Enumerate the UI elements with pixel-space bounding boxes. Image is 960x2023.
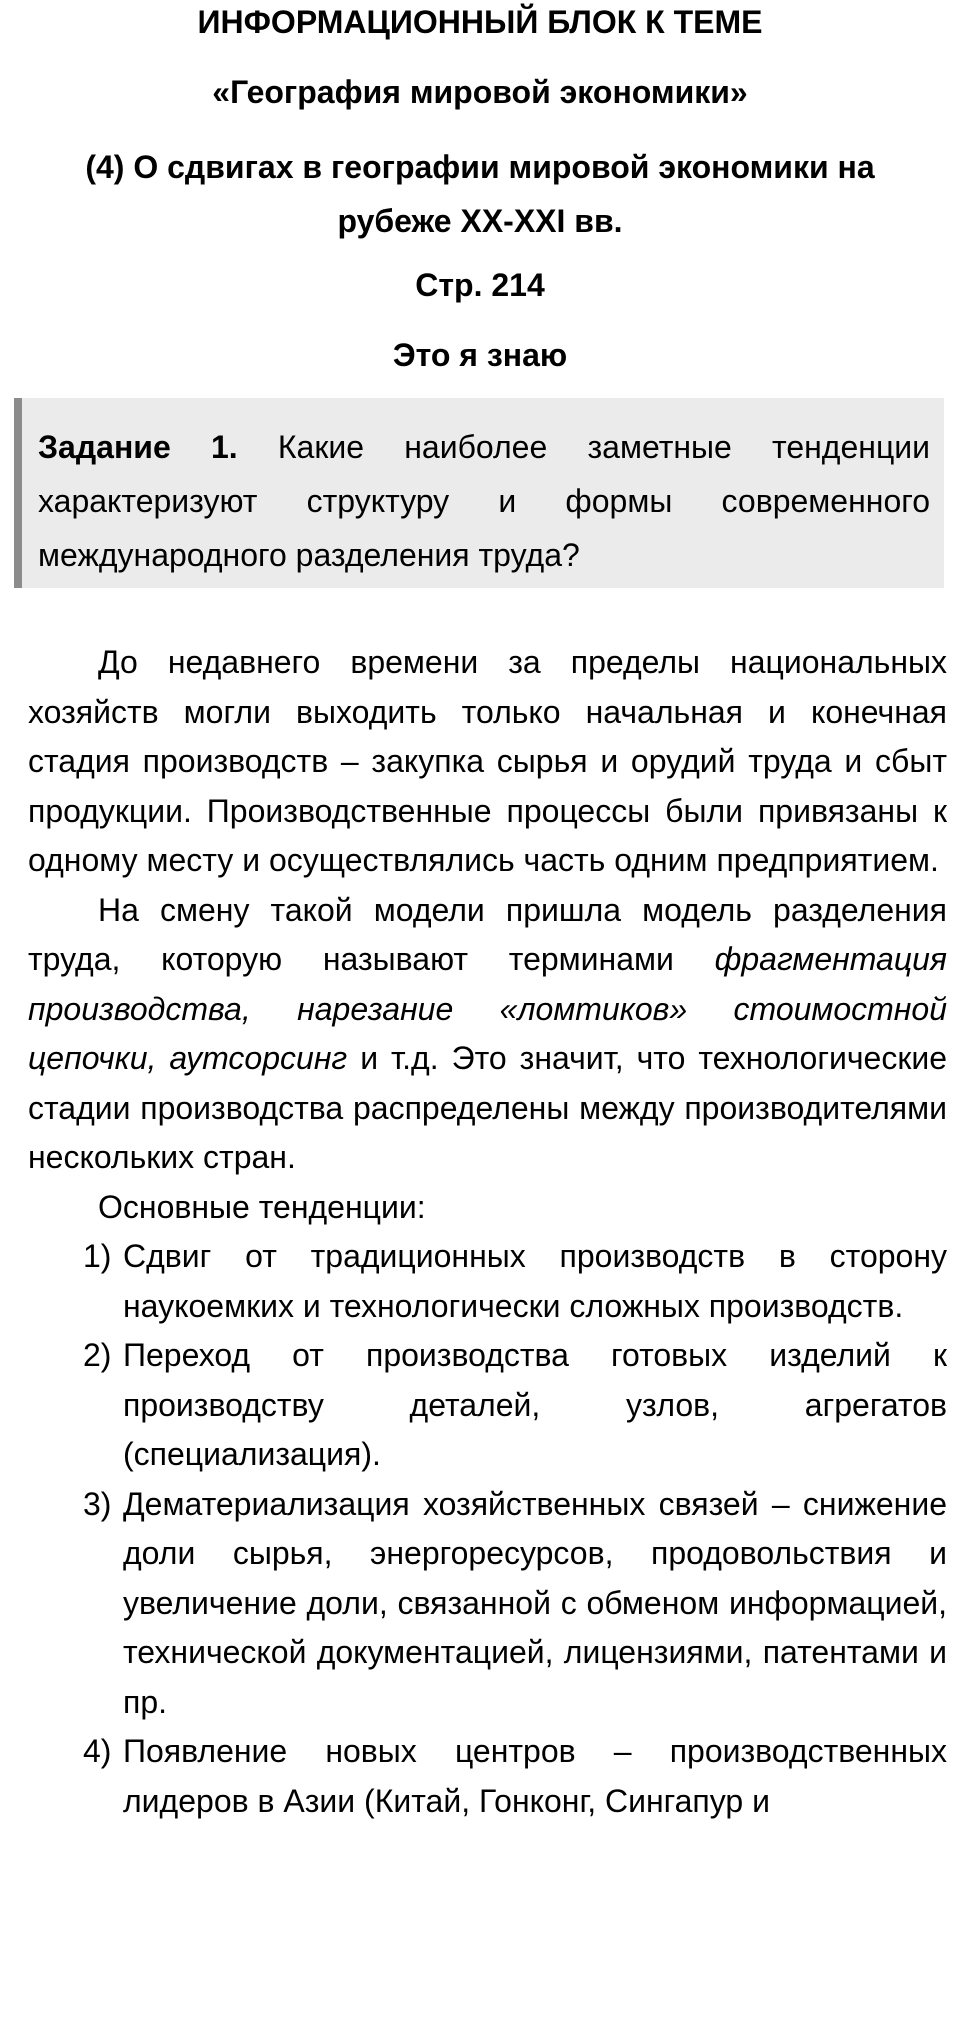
paragraph-2-end: и т.д. Это значит, что технологические стадии производства распределены между производителями нескольких стран. bbox=[28, 1040, 948, 1175]
paragraph-2-start: На смену такой модели пришла модель разделения труда, которую называют терминами bbox=[28, 891, 947, 977]
list-item bbox=[28, 1727, 947, 1826]
list-item bbox=[28, 1331, 947, 1480]
task-box bbox=[14, 398, 944, 588]
section-title: Это я знаю bbox=[392, 337, 568, 373]
topic-title: «География мировой экономики» bbox=[212, 74, 748, 110]
paragraph-2 bbox=[28, 886, 947, 1183]
answer-body bbox=[28, 638, 947, 1826]
subtopic-title: (4) О сдвигах в географии мировой экономики на рубеже XX-XXI вв. bbox=[85, 149, 875, 239]
list-item bbox=[28, 1232, 947, 1331]
paragraph-1: До недавнего времени за пределы национальных хозяйств могли выходить только начальная и конечная стадия производств – закупка сырья и орудий труда и сбыт продукции. Производственные процессы были привязаны к одному месту и осуществлялись часть одним предприятием. bbox=[28, 644, 947, 878]
paragraph-2-terms: фрагментация производства, нарезание «ломтиков» стоимостной цепочки, аутсорсинг bbox=[28, 941, 947, 1076]
tendencies-list bbox=[28, 1232, 947, 1826]
list-item-number: 2) bbox=[83, 1337, 112, 1373]
list-item-number: 4) bbox=[83, 1733, 112, 1769]
list-item-text: Сдвиг от традиционных производств в сторону наукоемких и технологически сложных производств. bbox=[123, 1238, 947, 1324]
list-item-text: Переход от производства готовых изделий к производству деталей, узлов, агрегатов (специализация). bbox=[123, 1337, 947, 1472]
list-item-number: 3) bbox=[83, 1485, 112, 1522]
tendencies-title: Основные тенденции: bbox=[98, 1188, 426, 1225]
page-title: ИНФОРМАЦИОННЫЙ БЛОК К ТЕМЕ bbox=[197, 4, 763, 40]
list-item bbox=[28, 1480, 947, 1728]
list-item-text: Дематериализация хозяйственных связей – снижение доли сырья, энергоресурсов, продовольствия и увеличение доли, связанной с обменом информацией, технической документацией, лицензиями, патентами и пр. bbox=[123, 1485, 947, 1720]
list-item-number: 1) bbox=[83, 1238, 112, 1274]
page-number: Стр. 214 bbox=[415, 267, 545, 303]
task-label: Задание 1. bbox=[38, 429, 238, 465]
list-item-text: Появление новых центров – производственных лидеров в Азии (Китай, Гонконг, Сингапур и bbox=[123, 1733, 947, 1819]
task-text: Какие наиболее заметные тенденции характеризуют структуру и формы современного международного разделения труда? bbox=[38, 429, 931, 573]
